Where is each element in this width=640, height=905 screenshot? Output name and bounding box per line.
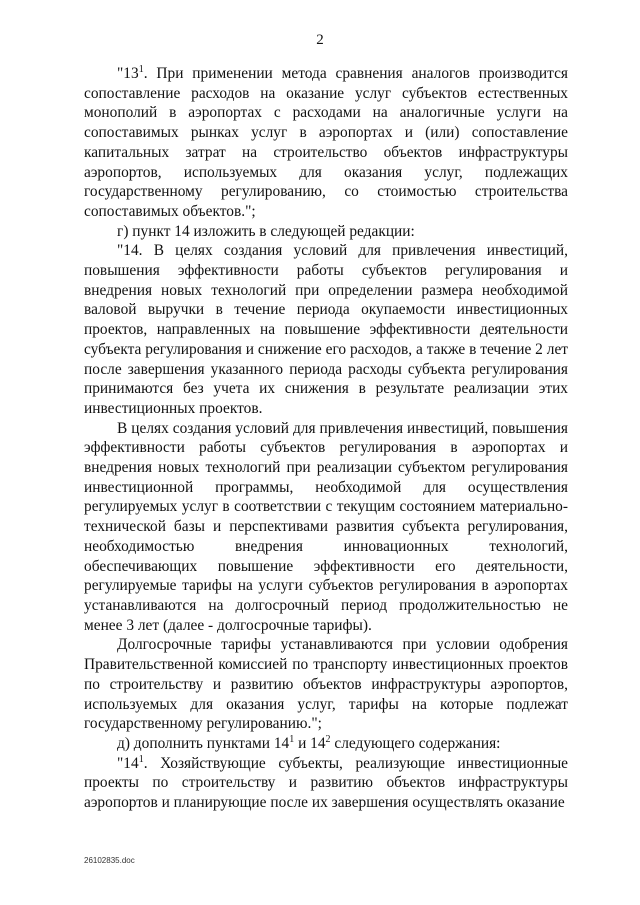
paragraph-14-part-2 <box>84 419 568 636</box>
paragraph-text: Долгосрочные тарифы устанавливаются при условии одобрения Правительственной комиссией по транспорту инвестиционных проектов по строительству и развитию объектов инфраструктуры аэропортов, используемых для оказания услуг, тарифы на которые подлежат государственному регулированию."; <box>84 636 568 733</box>
superscript: 1 <box>138 63 144 75</box>
paragraph-item-g <box>84 222 568 242</box>
paragraph-text: следующего содержания: <box>330 734 501 752</box>
paragraph-text: г) пункт 14 изложить в следующей редакции: <box>117 222 415 240</box>
paragraph-14-part-3 <box>84 635 568 734</box>
superscript: 1 <box>138 753 144 765</box>
paragraph-item-d <box>84 734 568 754</box>
paragraph-14-1 <box>84 754 568 813</box>
paragraph-text: . Хозяйствующие субъекты, реализующие инвестиционные проекты по строительству и развитию объектов инфраструктуры аэропортов и планирующие после их завершения осуществлять оказание <box>84 754 568 812</box>
paragraph-13-1 <box>84 64 568 222</box>
footer-filename: 26102835.doc <box>84 856 135 865</box>
paragraph-14 <box>84 241 568 418</box>
paragraph-text: "13 <box>117 65 139 82</box>
document-body <box>84 64 568 813</box>
page-number: 2 <box>316 32 324 48</box>
paragraph-text: В целях создания условий для привлечения инвестиций, повышения эффективности работы субъектов регулирования в аэропортах и внедрения новых технологий при реализации субъектом регулирования инвестиционной программы, необходимой для осуществления регулируемых услуг в соответствии с текущим состоянием материально-технической базы и перспективами развития субъекта регулирования, необходимостью внедрения инновационных технологий, обеспечивающих повышение эффективности его деятельности, регулируемые тарифы на услуги субъектов регулирования в аэропортах устанавливаются на долгосрочный период продолжительностью не менее 3 лет (далее - долгосрочные тарифы). <box>84 419 568 634</box>
paragraph-text: "14 <box>117 754 139 772</box>
paragraph-text: "14. В целях создания условий для привлечения инвестиций, повышения эффективности работы субъектов регулирования и внедрения новых технологий при определении размера необходимой валовой выручки в течение периода окупаемости инвестиционных проектов, направленных на повышение эффективности деятельности субъекта регулирования и снижение его расходов, а также в течение 2 лет после завершения указанного периода расходы субъекта регулирования принимаются без учета их снижения в результате реализации этих инвестиционных проектов. <box>84 242 568 417</box>
paragraph-text: и 14 <box>294 734 326 752</box>
superscript: 1 <box>289 733 295 745</box>
superscript: 2 <box>325 733 331 745</box>
paragraph-text: д) дополнить пунктами 14 <box>117 734 290 752</box>
paragraph-text: . При применении метода сравнения аналогов производится сопоставление расходов на оказание услуг субъектов естественных монополий в аэропортах с расходами на аналогичные услуги на сопоставимых рынках услуг в аэропортах и (или) сопоставление капитальных затрат на строительство объектов инфраструктуры аэропортов, используемых для оказания услуг, подлежащих государственному регулированию, со стоимостью строительства сопоставимых объектов."; <box>84 65 568 220</box>
